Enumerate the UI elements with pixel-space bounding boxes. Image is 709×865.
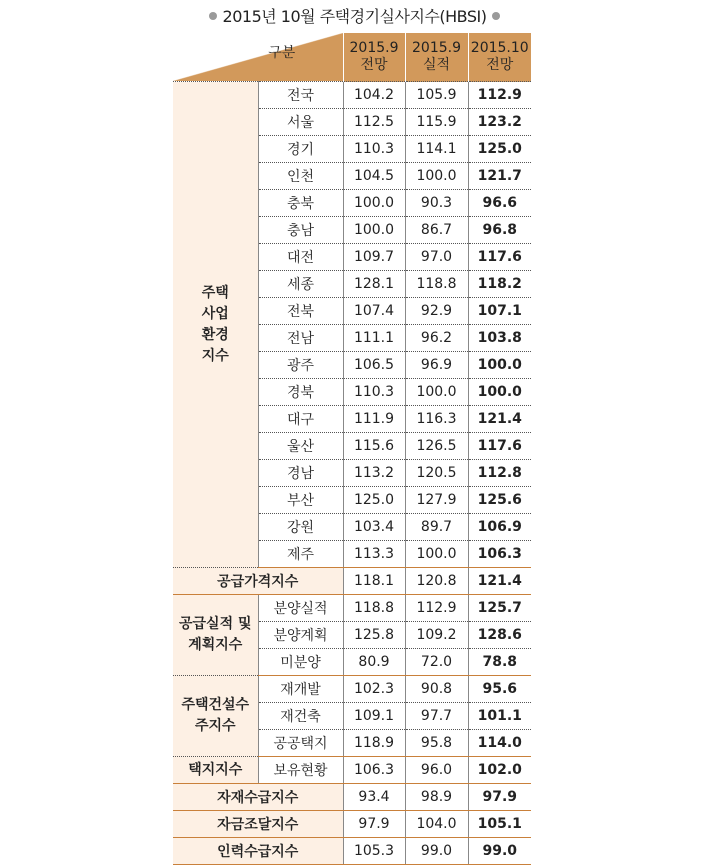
value-cell-v2: 97.7 xyxy=(405,703,468,730)
row-label: 보유현황 xyxy=(258,757,343,784)
category-label xyxy=(173,82,258,568)
category-label xyxy=(173,595,258,676)
row-label: 전국 xyxy=(258,82,343,109)
bullet-dot-icon xyxy=(492,12,500,20)
table-row xyxy=(173,595,531,622)
category-line: 계획지수 xyxy=(188,637,243,653)
row-label: 미분양 xyxy=(258,649,343,676)
value-cell-v2: 100.0 xyxy=(405,379,468,406)
row-label: 분양계획 xyxy=(258,622,343,649)
header-col2: 2015.9 실적 xyxy=(405,33,468,82)
value-cell-v3: 125.6 xyxy=(468,487,531,514)
value-cell-v3: 121.4 xyxy=(468,568,531,595)
value-cell-v1: 118.9 xyxy=(343,730,405,757)
value-cell-v2: 90.3 xyxy=(405,190,468,217)
value-cell-v1: 111.1 xyxy=(343,325,405,352)
row-label: 전남 xyxy=(258,325,343,352)
value-cell-v2: 112.9 xyxy=(405,595,468,622)
value-cell-v2: 115.9 xyxy=(405,109,468,136)
value-cell-v3: 102.0 xyxy=(468,757,531,784)
table-row xyxy=(173,676,531,703)
index-name: 인력수급지수 xyxy=(173,838,343,865)
value-cell-v3: 99.0 xyxy=(468,838,531,865)
page-title xyxy=(0,4,709,27)
value-cell-v2: 92.9 xyxy=(405,298,468,325)
value-cell-v2: 104.0 xyxy=(405,811,468,838)
value-cell-v3: 95.6 xyxy=(468,676,531,703)
value-cell-v3: 78.8 xyxy=(468,649,531,676)
value-cell-v2: 120.5 xyxy=(405,460,468,487)
value-cell-v3: 121.7 xyxy=(468,163,531,190)
value-cell-v1: 113.3 xyxy=(343,541,405,568)
value-cell-v2: 100.0 xyxy=(405,541,468,568)
value-cell-v1: 100.0 xyxy=(343,190,405,217)
value-cell-v2: 86.7 xyxy=(405,217,468,244)
table-header-row xyxy=(173,33,531,82)
value-cell-v2: 96.2 xyxy=(405,325,468,352)
value-cell-v3: 125.0 xyxy=(468,136,531,163)
row-label: 서울 xyxy=(258,109,343,136)
value-cell-v3: 105.1 xyxy=(468,811,531,838)
row-label: 인천 xyxy=(258,163,343,190)
value-cell-v2: 109.2 xyxy=(405,622,468,649)
value-cell-v3: 96.8 xyxy=(468,217,531,244)
value-cell-v2: 95.8 xyxy=(405,730,468,757)
value-cell-v1: 125.8 xyxy=(343,622,405,649)
value-cell-v2: 96.0 xyxy=(405,757,468,784)
index-name: 자재수급지수 xyxy=(173,784,343,811)
row-label: 분양실적 xyxy=(258,595,343,622)
value-cell-v2: 99.0 xyxy=(405,838,468,865)
value-cell-v1: 97.9 xyxy=(343,811,405,838)
value-cell-v1: 115.6 xyxy=(343,433,405,460)
table-body xyxy=(173,82,531,865)
value-cell-v2: 126.5 xyxy=(405,433,468,460)
value-cell-v3: 123.2 xyxy=(468,109,531,136)
value-cell-v3: 106.9 xyxy=(468,514,531,541)
value-cell-v2: 100.0 xyxy=(405,163,468,190)
value-cell-v2: 98.9 xyxy=(405,784,468,811)
value-cell-v2: 120.8 xyxy=(405,568,468,595)
category-line: 주택 xyxy=(201,284,229,301)
value-cell-v1: 105.3 xyxy=(343,838,405,865)
category-line: 지수 xyxy=(201,347,229,364)
value-cell-v1: 110.3 xyxy=(343,379,405,406)
category-line: 사업 xyxy=(201,305,229,322)
row-label: 부산 xyxy=(258,487,343,514)
value-cell-v1: 118.1 xyxy=(343,568,405,595)
row-label: 울산 xyxy=(258,433,343,460)
value-cell-v1: 93.4 xyxy=(343,784,405,811)
hbsi-table xyxy=(173,33,531,865)
category-line: 공급실적 및 xyxy=(179,616,252,632)
value-cell-v3: 112.8 xyxy=(468,460,531,487)
value-cell-v2: 114.1 xyxy=(405,136,468,163)
value-cell-v3: 128.6 xyxy=(468,622,531,649)
value-cell-v1: 102.3 xyxy=(343,676,405,703)
title-text: 2015년 10월 주택경기실사지수(HBSI) xyxy=(222,7,487,26)
row-label: 대구 xyxy=(258,406,343,433)
value-cell-v3: 117.6 xyxy=(468,244,531,271)
value-cell-v3: 103.8 xyxy=(468,325,531,352)
value-cell-v2: 96.9 xyxy=(405,352,468,379)
value-cell-v1: 112.5 xyxy=(343,109,405,136)
value-cell-v1: 109.7 xyxy=(343,244,405,271)
row-label: 경기 xyxy=(258,136,343,163)
value-cell-v2: 118.8 xyxy=(405,271,468,298)
value-cell-v3: 100.0 xyxy=(468,379,531,406)
value-cell-v1: 104.5 xyxy=(343,163,405,190)
value-cell-v2: 97.0 xyxy=(405,244,468,271)
row-label: 충남 xyxy=(258,217,343,244)
value-cell-v1: 104.2 xyxy=(343,82,405,109)
category-line: 환경 xyxy=(201,326,229,343)
value-cell-v1: 110.3 xyxy=(343,136,405,163)
value-cell-v1: 106.5 xyxy=(343,352,405,379)
row-label: 공공택지 xyxy=(258,730,343,757)
row-label: 재개발 xyxy=(258,676,343,703)
header-col1: 2015.9 전망 xyxy=(343,33,405,82)
value-cell-v3: 101.1 xyxy=(468,703,531,730)
row-label: 경북 xyxy=(258,379,343,406)
value-cell-v1: 113.2 xyxy=(343,460,405,487)
value-cell-v3: 114.0 xyxy=(468,730,531,757)
value-cell-v1: 106.3 xyxy=(343,757,405,784)
category-line: 택지지수 xyxy=(188,761,243,778)
row-label: 대전 xyxy=(258,244,343,271)
index-name: 공급가격지수 xyxy=(173,568,343,595)
table-row xyxy=(173,568,531,595)
category-label xyxy=(173,676,258,757)
row-label: 재건축 xyxy=(258,703,343,730)
row-label: 경남 xyxy=(258,460,343,487)
row-label: 전북 xyxy=(258,298,343,325)
value-cell-v3: 118.2 xyxy=(468,271,531,298)
value-cell-v2: 89.7 xyxy=(405,514,468,541)
row-label: 제주 xyxy=(258,541,343,568)
value-cell-v3: 97.9 xyxy=(468,784,531,811)
row-label: 강원 xyxy=(258,514,343,541)
value-cell-v3: 121.4 xyxy=(468,406,531,433)
value-cell-v1: 125.0 xyxy=(343,487,405,514)
category-line: 주지수 xyxy=(194,718,236,734)
value-cell-v3: 117.6 xyxy=(468,433,531,460)
value-cell-v2: 72.0 xyxy=(405,649,468,676)
value-cell-v2: 127.9 xyxy=(405,487,468,514)
value-cell-v1: 111.9 xyxy=(343,406,405,433)
table-row xyxy=(173,784,531,811)
table-row xyxy=(173,838,531,865)
value-cell-v3: 125.7 xyxy=(468,595,531,622)
table-row xyxy=(173,82,531,109)
value-cell-v2: 116.3 xyxy=(405,406,468,433)
value-cell-v3: 100.0 xyxy=(468,352,531,379)
value-cell-v1: 103.4 xyxy=(343,514,405,541)
value-cell-v1: 118.8 xyxy=(343,595,405,622)
value-cell-v3: 96.6 xyxy=(468,190,531,217)
row-label: 세종 xyxy=(258,271,343,298)
table-row xyxy=(173,811,531,838)
value-cell-v2: 105.9 xyxy=(405,82,468,109)
value-cell-v1: 107.4 xyxy=(343,298,405,325)
value-cell-v3: 107.1 xyxy=(468,298,531,325)
bullet-dot-icon xyxy=(209,12,217,20)
value-cell-v2: 90.8 xyxy=(405,676,468,703)
category-line: 주택건설수 xyxy=(181,697,250,713)
row-label: 광주 xyxy=(258,352,343,379)
value-cell-v1: 100.0 xyxy=(343,217,405,244)
category-label xyxy=(173,757,258,784)
header-label: 구분 xyxy=(173,33,343,82)
header-col3: 2015.10 전망 xyxy=(468,33,531,82)
table-row xyxy=(173,757,531,784)
row-label: 충북 xyxy=(258,190,343,217)
value-cell-v1: 109.1 xyxy=(343,703,405,730)
index-name: 자금조달지수 xyxy=(173,811,343,838)
value-cell-v1: 128.1 xyxy=(343,271,405,298)
value-cell-v3: 106.3 xyxy=(468,541,531,568)
value-cell-v3: 112.9 xyxy=(468,82,531,109)
value-cell-v1: 80.9 xyxy=(343,649,405,676)
